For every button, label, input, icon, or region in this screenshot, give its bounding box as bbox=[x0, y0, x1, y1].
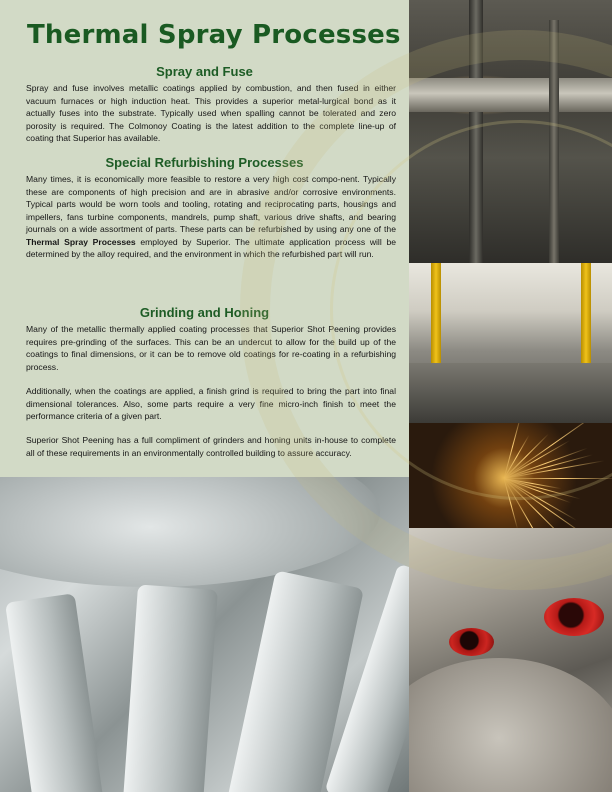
impeller-hub bbox=[0, 477, 380, 587]
spark bbox=[504, 454, 593, 479]
shop-floor bbox=[409, 363, 612, 423]
page-title: Thermal Spray Processes bbox=[27, 20, 401, 50]
grinding-paragraph-2: Additionally, when the coatings are applied, a finish grind is required to bring the part into final dimensional tolerances. Also, some parts require a very fine micro-inch finish to meet the performance criteria of a given part. bbox=[26, 386, 396, 421]
red-cap bbox=[544, 598, 604, 636]
section-heading-spray-fuse: Spray and Fuse bbox=[156, 64, 253, 79]
red-capped-parts-photo bbox=[409, 528, 612, 792]
text-panel bbox=[0, 0, 409, 477]
impeller-photo bbox=[0, 477, 409, 792]
spark bbox=[504, 478, 612, 479]
section-heading-refurbishing: Special Refurbishing Processes bbox=[105, 155, 304, 170]
refurbishing-text-end: employed by Superior. The ultimate application process will be determined by the alloy required, and the environment in which the refurbished part will run. bbox=[26, 236, 396, 259]
steel-beam bbox=[549, 20, 559, 263]
section-heading-grinding: Grinding and Honing bbox=[139, 305, 270, 320]
grinding-paragraph-3: Superior Shot Peening has a full compliment of grinders and honing units in-house to complete all of these requirements in an environmentally controlled building to assure accuracy. bbox=[26, 435, 396, 458]
thermal-spray-gun-photo bbox=[409, 0, 612, 263]
steel-beam bbox=[469, 0, 483, 263]
impeller-blade bbox=[122, 584, 218, 792]
refurbishing-text: Many times, it is economically more feasible to restore a very high cost compo-nent. Typically these are components of high precision and are in abrasive and/or corrosive environments. Typical parts would be worn tools and tooling, rotating and reciprocating parts, housings and impellers, fans turbine components, mandrels, pump shaft, various drive shafts, and bearing journals on a wide assortment of parts. These parts can be refurbished by using any one of the bbox=[26, 174, 396, 234]
red-cap bbox=[449, 628, 494, 656]
metal-disk bbox=[409, 658, 612, 792]
refurbishing-bold-text: Thermal Spray Processes bbox=[26, 236, 136, 247]
grinding-sparks-photo bbox=[409, 423, 612, 528]
spray-tube bbox=[409, 78, 612, 112]
shop-floor-photo bbox=[409, 263, 612, 423]
grinding-paragraph-1: Many of the metallic thermally applied coating processes that Superior Shot Peening provides requires pre-grinding of the surfaces. This can be an undercut to allow for the build up of the coatings to final dimensions, or it can be to remove old coatings for re-coating in a refurbishing process. bbox=[26, 324, 396, 372]
impeller-blade bbox=[5, 593, 105, 792]
refurbishing-paragraph bbox=[26, 173, 396, 261]
spray-fuse-paragraph: Spray and fuse involves metallic coatings applied by combustion, and then fused in either vacuum furnaces or high induction heat. This provides a superior metal-lurgical bond as it actually fuses into the substrate. Typically used when spalling cannot be tolerated and zero porosity is required. The Colmonoy Coating is the latest addition to the complete line-up of coating that Superior has available. bbox=[26, 83, 396, 143]
